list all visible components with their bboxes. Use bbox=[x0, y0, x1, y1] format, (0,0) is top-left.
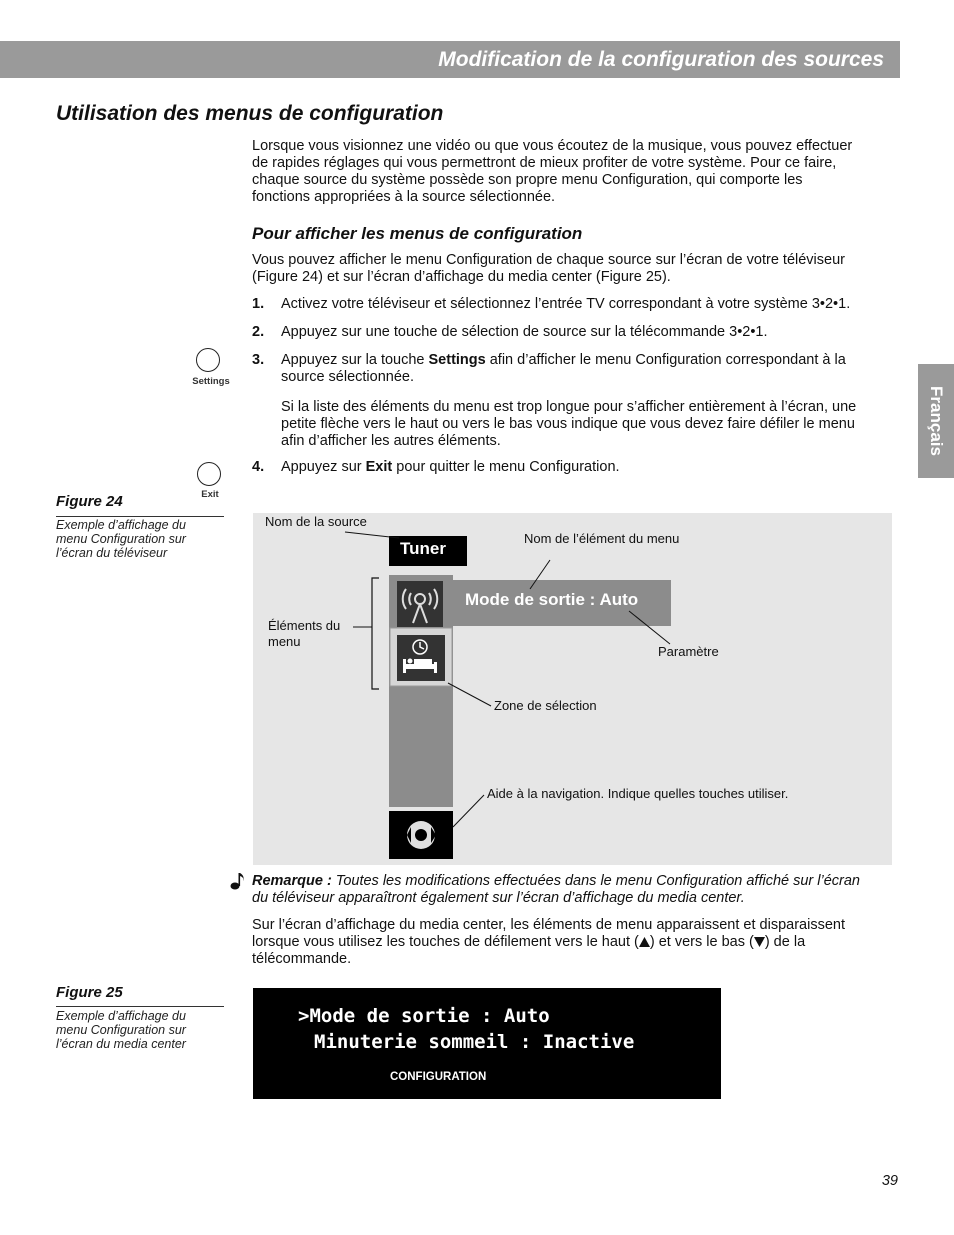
display-line-1: >Mode de sortie : Auto bbox=[298, 1005, 550, 1027]
note-label: Remarque : bbox=[252, 873, 332, 889]
figure24-tv-screen bbox=[253, 513, 892, 865]
step-number: 2. bbox=[252, 324, 265, 340]
exit-key-label: Exit bbox=[365, 459, 393, 475]
settings-button-icon bbox=[196, 348, 220, 372]
annotation-source-name: Nom de la source bbox=[265, 514, 367, 529]
step-text: Appuyez sur une touche de sélection de source sur la télécommande 3•2•1. bbox=[281, 324, 768, 340]
step-number: 1. bbox=[252, 296, 265, 312]
intro-line: Lorsque vous visionnez une vidéo ou que vous écoutez de la musique, vous pouvez effectuer bbox=[252, 138, 853, 154]
settings-button-label: Settings bbox=[192, 376, 230, 387]
leader-line bbox=[345, 532, 399, 538]
figure24-title: Figure 24 bbox=[56, 493, 123, 510]
header-title: Modification de la configuration des sources bbox=[438, 48, 884, 71]
intro-line: de rapides réglages qui vous permettront de mieux profiter de votre système. Pour ce faire, bbox=[252, 155, 837, 171]
antenna-icon bbox=[397, 581, 443, 627]
down-arrow-icon bbox=[754, 937, 765, 947]
media-center-display bbox=[253, 988, 721, 1099]
sleep-timer-icon bbox=[397, 635, 445, 681]
sub-intro-line: (Figure 24) et sur l’écran d’affichage du media center (Figure 25). bbox=[252, 269, 671, 285]
media-center-paragraph: Sur l’écran d’affichage du media center, les éléments de menu apparaissent et disparaissent lorsque vous utilisez les touches de défilement vers le haut ( ) et vers le bas ( ) de la télécommande. bbox=[252, 917, 845, 967]
sub-intro-line: Vous pouvez afficher le menu Configuration de chaque source sur l’écran de votre téléviseur bbox=[252, 252, 845, 268]
leader-line bbox=[453, 795, 484, 827]
step-text: Appuyez sur la touche Settings afin d’afficher le menu Configuration correspondant à la source sélectionnée. bbox=[281, 352, 846, 385]
annotation-item-name: Nom de l’élément du menu bbox=[524, 531, 680, 546]
annotation-menu-items: Éléments du menu bbox=[268, 618, 341, 649]
intro-line: chaque source du système possède son propre menu Configuration, qui comporte les bbox=[252, 172, 803, 188]
display-footer: CONFIGURATION bbox=[390, 1071, 487, 1083]
music-note-icon bbox=[230, 871, 246, 891]
figure24-drawing bbox=[253, 513, 892, 865]
figure24-rule bbox=[56, 516, 224, 517]
figure25-rule bbox=[56, 1006, 224, 1007]
exit-button-label: Exit bbox=[201, 489, 219, 500]
step-number: 3. bbox=[252, 352, 265, 368]
figure25-title: Figure 25 bbox=[56, 984, 123, 1001]
settings-key-label: Settings bbox=[428, 352, 486, 368]
annotation-nav-help: Aide à la navigation. Indique quelles touches utiliser. bbox=[487, 786, 789, 801]
menu-items-bracket bbox=[372, 578, 379, 689]
page-number: 39 bbox=[881, 1173, 898, 1189]
step-text: Activez votre téléviseur et sélectionnez l’entrée TV correspondant à votre système 3•2•1. bbox=[281, 296, 851, 312]
note-paragraph: Remarque : Toutes les modifications effectuées dans le menu Configuration affiché sur l’écran du téléviseur apparaîtront également sur l’écran d’affichage du media center. bbox=[252, 873, 860, 906]
section-title: Utilisation des menus de configuration bbox=[56, 102, 444, 125]
language-tab: Français bbox=[918, 364, 954, 478]
nav-help-icon bbox=[389, 811, 453, 859]
leader-line bbox=[448, 683, 491, 706]
sub-intro-paragraph bbox=[252, 252, 845, 286]
annotation-parameter: Paramètre bbox=[658, 644, 719, 659]
step-number: 4. bbox=[252, 459, 265, 475]
figure24-caption: Exemple d’affichage du menu Configuration sur l’écran du téléviseur bbox=[56, 518, 186, 560]
subsection-title: Pour afficher les menus de configuration bbox=[252, 224, 583, 243]
intro-line: fonctions appropriées à la source sélectionnée. bbox=[252, 189, 556, 205]
menu-item-label: Mode de sortie : Auto bbox=[465, 590, 639, 609]
step-text: Appuyez sur Exit pour quitter le menu Configuration. bbox=[281, 459, 620, 475]
up-arrow-icon bbox=[639, 937, 650, 947]
step3-extra-paragraph: Si la liste des éléments du menu est trop longue pour s’afficher entièrement à l’écran, une petite flèche vers le haut ou vers le bas vous indique que vous devez faire défiler le menu afin d’afficher les autres éléments. bbox=[281, 399, 857, 449]
figure25-caption: Exemple d’affichage du menu Configuration sur l’écran du media center bbox=[56, 1009, 186, 1051]
intro-paragraph bbox=[252, 138, 852, 206]
exit-button-icon bbox=[197, 462, 221, 486]
header-banner bbox=[0, 41, 900, 78]
annotation-selection-zone: Zone de sélection bbox=[494, 698, 597, 713]
display-line-2: Minuterie sommeil : Inactive bbox=[314, 1031, 635, 1053]
source-label: Tuner bbox=[400, 539, 446, 558]
